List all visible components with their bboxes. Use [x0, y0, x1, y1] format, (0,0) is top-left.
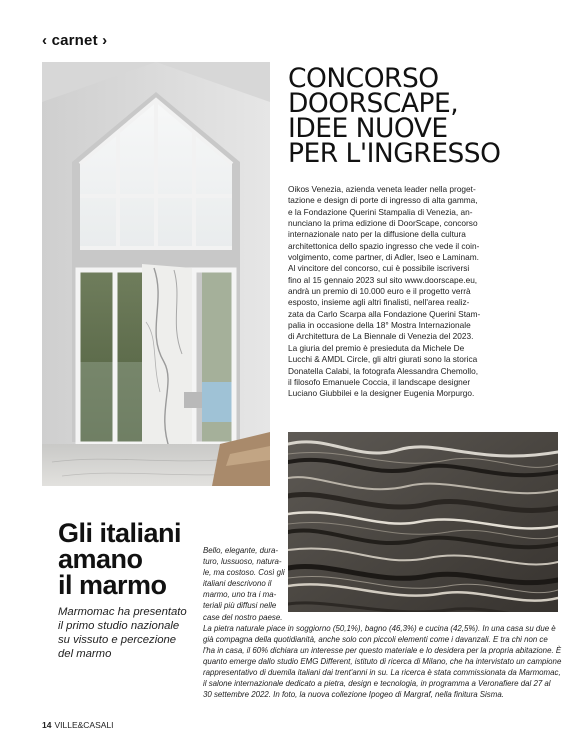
feature-body-line: Bello, elegante, dura- [203, 546, 279, 555]
feature-subtitle-line: Marmomac ha presentato [58, 606, 187, 618]
publication-name: VILLE&CASALI [54, 720, 114, 730]
article-line: volgimento, come partner, di Adler, Iseo e Laminam. [288, 252, 479, 263]
article-body [288, 184, 536, 400]
feature-body-line: già compagna della quotidianità, anche solo con piccoli elementi come i davanzali. E tra chi non ce [203, 634, 548, 644]
feature-subtitle-line: del marmo [58, 648, 112, 660]
feature-body-line: quanto emerge dallo studio EMG Different, istituto di ricerca di Milano, che ha intervistato un campione [203, 656, 562, 666]
section-tag: ‹ carnet › [42, 32, 108, 49]
article-line: nunciano la prima edizione di DoorScape, concorso [288, 218, 478, 229]
article-line: palia in occasione della 18° Mostra Internazionale [288, 320, 471, 331]
headline-line: PER L'INGRESSO [288, 138, 501, 169]
feature-title-line: amano [58, 544, 143, 574]
feature-body-line: le, ma costoso. Così gli [203, 568, 285, 578]
article-line: La giuria del premio è presieduta da Michele De [288, 342, 465, 353]
article-line: il filosofo Emanuele Coccia, il landscape designer [288, 376, 471, 387]
feature-body-line: l'ha in casa, il 60% dichiara un interesse per questo materiale e lo desidera per la propria abitazione. È [203, 645, 562, 655]
article-line: Lucchi & AMDL Circle, gli altri giurati sono la storica [288, 354, 478, 365]
feature-body-line: rappresentativo di duemila italiani dai trent'anni in su. La ricerca è stata commissionata da Marmomac, [203, 668, 561, 678]
feature-title-line: Gli italiani [58, 518, 182, 548]
article-line: tazione e design di porte di ingresso di alta gamma, [288, 195, 478, 206]
article-line: di Architettura de La Biennale di Venezia del 2023. [288, 331, 474, 342]
feature-body [203, 545, 561, 700]
feature-body-line: 30 settembre 2022. In foto, la nuova collezione Ipogeo di Margraf, nella finitura Sisma. [203, 690, 504, 700]
feature-body-line: turo, lussuoso, natura- [203, 557, 282, 567]
article-line: zata da Carlo Scarpa alla Fondazione Querini Stam- [288, 308, 481, 319]
feature-title-line: il marmo [58, 570, 167, 600]
article-line: Al vincitore del concorso, cui è possibile iscriversi [288, 263, 470, 274]
entrance-door-photo [42, 62, 270, 486]
feature-body-line: italiani descrivono il [203, 579, 272, 589]
article-line: internazionale nato per la diffusione della cultura [288, 229, 466, 240]
feature-subtitle-line: su vissuto e percezione [58, 634, 177, 646]
feature-subtitle [58, 605, 203, 661]
page-number: 14 [42, 720, 52, 730]
article-line: Oikos Venezia, azienda veneta leader nella proget- [288, 184, 476, 194]
feature-body-line: marmo, uno tra i ma- [203, 590, 277, 600]
feature-body-line: case del nostro paese. [203, 612, 283, 622]
article-line: Donatella Calabi, la fotografa Alessandra Chemollo, [288, 365, 479, 376]
headline-line: DOORSCAPE, [288, 88, 459, 119]
page-footer [42, 720, 114, 730]
article-line: fino al 15 gennaio 2023 sul sito www.doorscape.eu, [288, 274, 478, 285]
feature-body-line: La pietra naturale piace in soggiorno (50,1%), bagno (46,3%) e cucina (42,5%). In una casa su due è [203, 623, 556, 633]
feature-body-line: il salone internazionale dedicato a pietra, design e tecnologia, in programma a Veronafiere dal 27 al [203, 679, 551, 689]
headline [288, 63, 548, 169]
headline-line: IDEE NUOVE [288, 113, 448, 144]
article-line: esposto, insieme agli altri finalisti, nell'area realiz- [288, 297, 470, 308]
article-line: andrà un premio di 10.000 euro e il progetto verrà [288, 286, 471, 297]
feature-subtitle-line: il primo studio nazionale [58, 620, 180, 632]
feature-title [58, 520, 181, 598]
article-line: Luciano Giubbilei e la designer Eugenia Morpurgo. [288, 388, 475, 399]
article-line: e la Fondazione Querini Stampalia di Venezia, an- [288, 206, 473, 217]
article-line: architettonica dello spazio ingresso che vede il coin- [288, 240, 480, 251]
feature-body-line: teriali più diffusi nelle [203, 601, 277, 611]
headline-line: CONCORSO [288, 63, 439, 94]
